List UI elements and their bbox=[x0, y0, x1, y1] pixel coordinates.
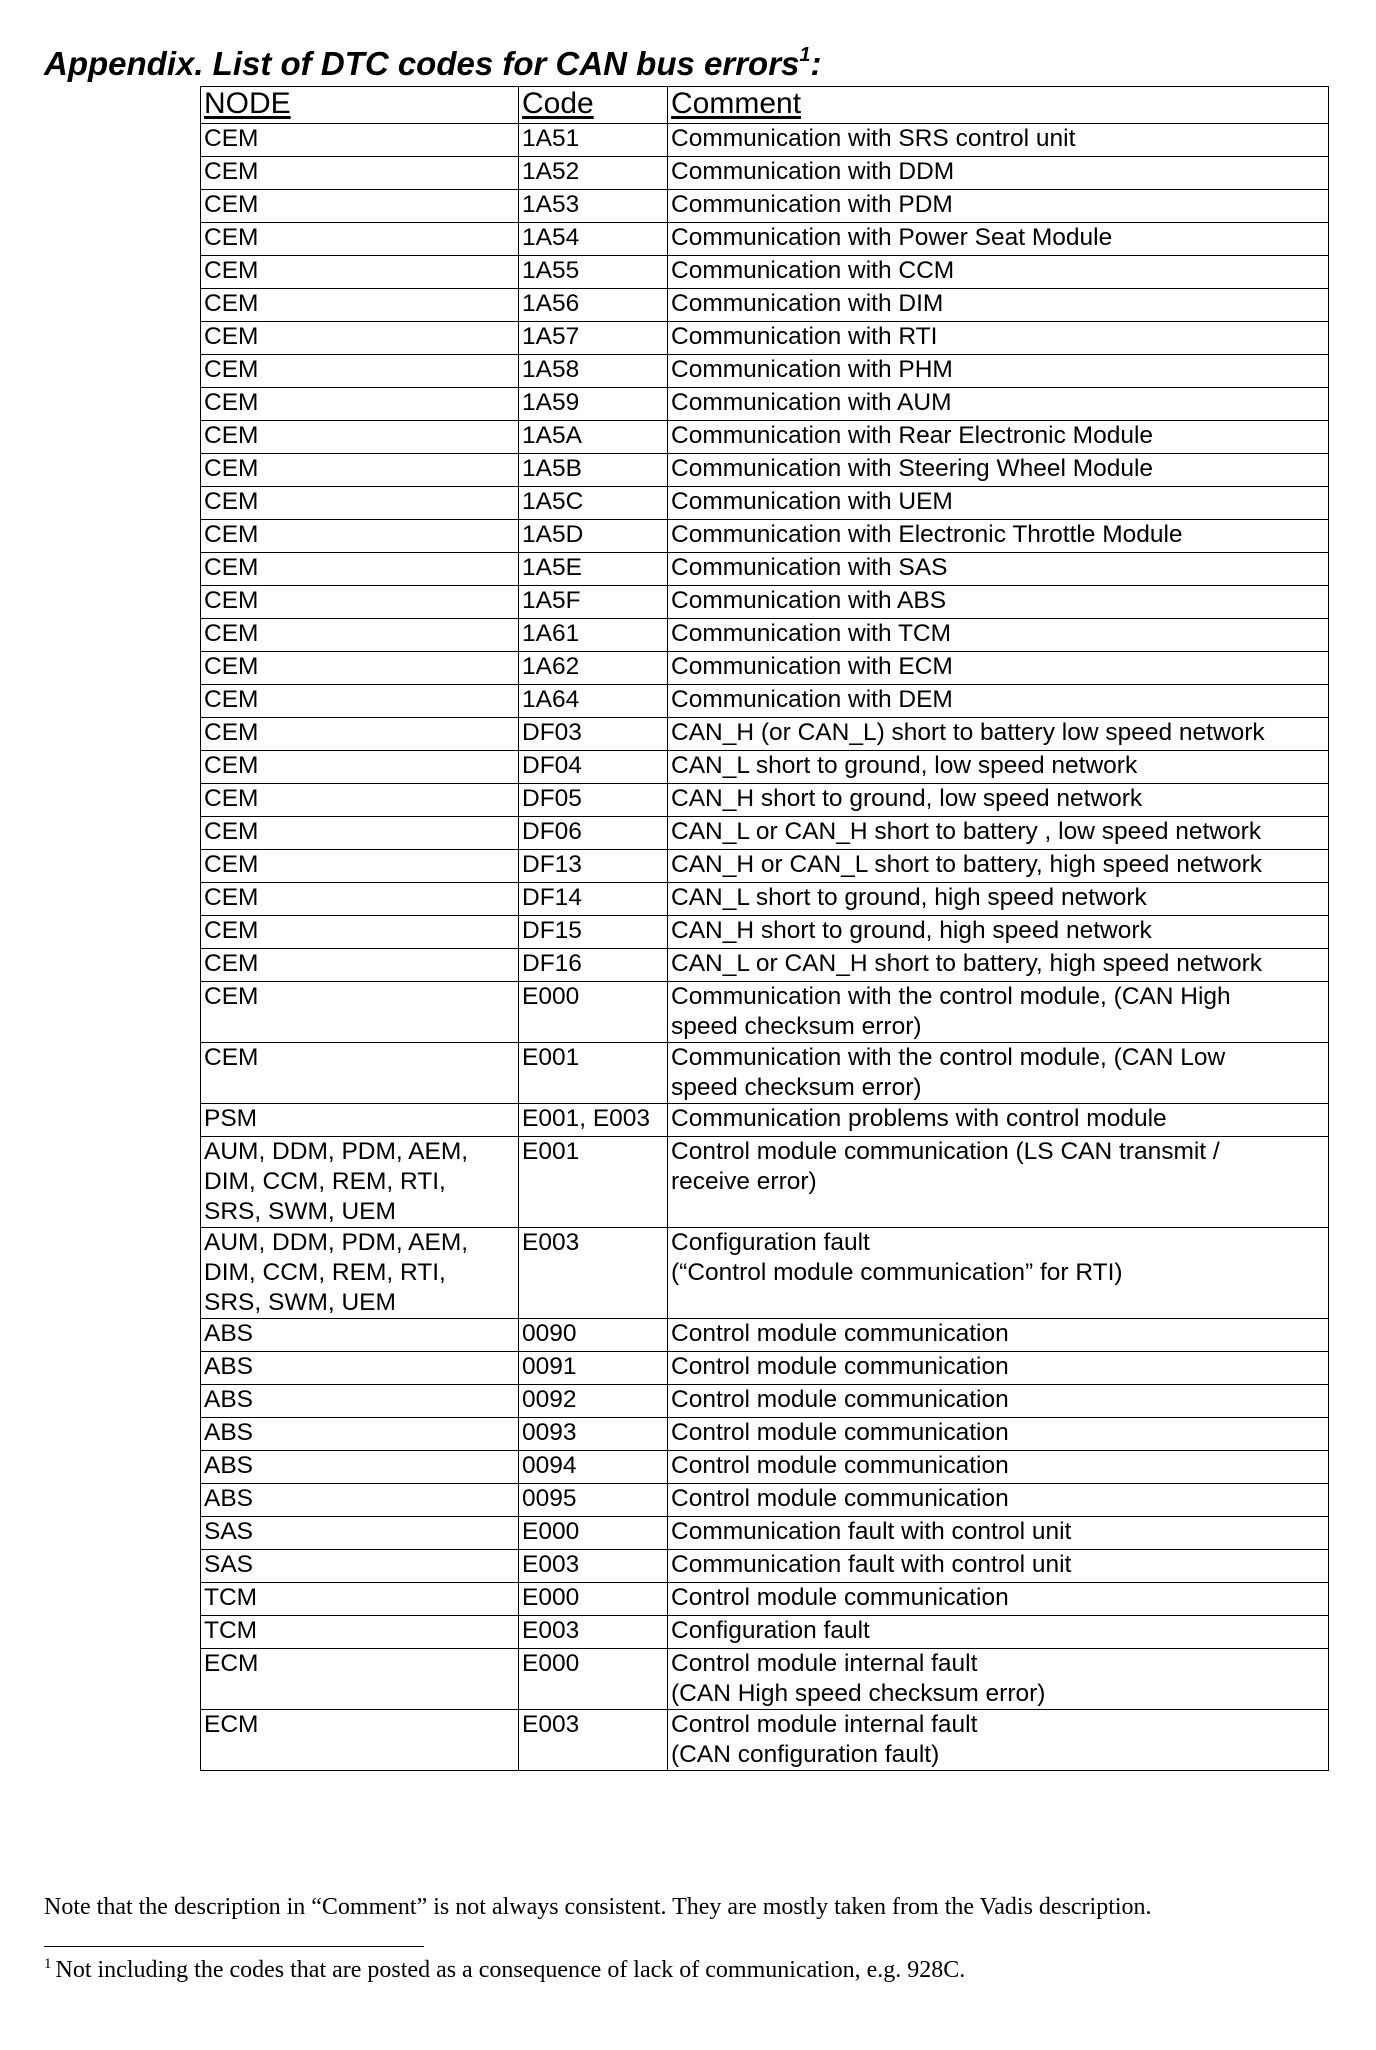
cell-code: 1A5E bbox=[519, 553, 668, 586]
cell-node: ABS bbox=[201, 1418, 519, 1451]
table-row bbox=[201, 1583, 1329, 1616]
cell-node: TCM bbox=[201, 1616, 519, 1649]
cell-code: E001 bbox=[519, 1137, 668, 1228]
cell-comment: Communication problems with control module bbox=[668, 1104, 1329, 1137]
cell-comment: Communication with Electronic Throttle Module bbox=[668, 520, 1329, 553]
cell-comment: Communication with PHM bbox=[668, 355, 1329, 388]
table-row bbox=[201, 355, 1329, 388]
cell-comment: Control module communication bbox=[668, 1319, 1329, 1352]
cell-code: E000 bbox=[519, 1649, 668, 1710]
cell-code: 0094 bbox=[519, 1451, 668, 1484]
cell-code: DF03 bbox=[519, 718, 668, 751]
table-row bbox=[201, 1418, 1329, 1451]
cell-comment: Control module communication bbox=[668, 1583, 1329, 1616]
table-row bbox=[201, 322, 1329, 355]
cell-comment: Control module communication (LS CAN transmit / receive error) bbox=[668, 1137, 1329, 1228]
table-row bbox=[201, 157, 1329, 190]
cell-node: CEM bbox=[201, 157, 519, 190]
table-row bbox=[201, 949, 1329, 982]
cell-code: 1A61 bbox=[519, 619, 668, 652]
table-body bbox=[201, 124, 1329, 1771]
table-row bbox=[201, 1104, 1329, 1137]
cell-comment: Communication with AUM bbox=[668, 388, 1329, 421]
table-row bbox=[201, 520, 1329, 553]
cell-node: PSM bbox=[201, 1104, 519, 1137]
table-row bbox=[201, 1550, 1329, 1583]
table-row bbox=[201, 916, 1329, 949]
cell-comment: Configuration fault bbox=[668, 1616, 1329, 1649]
cell-code: 1A52 bbox=[519, 157, 668, 190]
cell-comment: CAN_H (or CAN_L) short to battery low speed network bbox=[668, 718, 1329, 751]
table-row bbox=[201, 1451, 1329, 1484]
table-row bbox=[201, 1649, 1329, 1710]
note-paragraph: Note that the description in “Comment” is not always consistent. They are mostly taken from the Vadis description. bbox=[44, 1894, 1152, 1920]
cell-node: CEM bbox=[201, 718, 519, 751]
cell-node: TCM bbox=[201, 1583, 519, 1616]
cell-comment: Communication with TCM bbox=[668, 619, 1329, 652]
cell-node: CEM bbox=[201, 1043, 519, 1104]
table-row bbox=[201, 421, 1329, 454]
cell-comment: Configuration fault (“Control module communication” for RTI) bbox=[668, 1228, 1329, 1319]
cell-comment: Communication with the control module, (CAN Low speed checksum error) bbox=[668, 1043, 1329, 1104]
cell-node: ABS bbox=[201, 1484, 519, 1517]
cell-node: CEM bbox=[201, 619, 519, 652]
cell-node: CEM bbox=[201, 751, 519, 784]
table-row bbox=[201, 553, 1329, 586]
cell-comment: CAN_L short to ground, high speed network bbox=[668, 883, 1329, 916]
cell-comment: CAN_H short to ground, low speed network bbox=[668, 784, 1329, 817]
cell-node: CEM bbox=[201, 652, 519, 685]
cell-node: ABS bbox=[201, 1319, 519, 1352]
cell-comment: Communication with DIM bbox=[668, 289, 1329, 322]
table-row bbox=[201, 1043, 1329, 1104]
cell-comment: Communication with UEM bbox=[668, 487, 1329, 520]
table-row bbox=[201, 487, 1329, 520]
table-row bbox=[201, 817, 1329, 850]
cell-comment: Communication with CCM bbox=[668, 256, 1329, 289]
page-title bbox=[44, 44, 1044, 84]
cell-code: E000 bbox=[519, 1583, 668, 1616]
cell-code: DF05 bbox=[519, 784, 668, 817]
table-row bbox=[201, 850, 1329, 883]
cell-node: CEM bbox=[201, 322, 519, 355]
cell-code: 0092 bbox=[519, 1385, 668, 1418]
cell-node: CEM bbox=[201, 586, 519, 619]
cell-comment: Communication with DEM bbox=[668, 685, 1329, 718]
cell-code: DF16 bbox=[519, 949, 668, 982]
table-row bbox=[201, 586, 1329, 619]
cell-node: ECM bbox=[201, 1649, 519, 1710]
table-row bbox=[201, 1352, 1329, 1385]
cell-comment: Control module communication bbox=[668, 1484, 1329, 1517]
cell-node: CEM bbox=[201, 784, 519, 817]
table-row bbox=[201, 1385, 1329, 1418]
cell-code: 1A55 bbox=[519, 256, 668, 289]
cell-comment: CAN_L or CAN_H short to battery , low speed network bbox=[668, 817, 1329, 850]
cell-code: 1A57 bbox=[519, 322, 668, 355]
cell-comment: Control module internal fault (CAN High speed checksum error) bbox=[668, 1649, 1329, 1710]
table-row bbox=[201, 1710, 1329, 1771]
cell-comment: Communication with PDM bbox=[668, 190, 1329, 223]
header-code: Code bbox=[519, 87, 668, 124]
cell-node: CEM bbox=[201, 223, 519, 256]
cell-node: ABS bbox=[201, 1385, 519, 1418]
cell-node: CEM bbox=[201, 124, 519, 157]
cell-node: CEM bbox=[201, 256, 519, 289]
cell-code: E001, E003 bbox=[519, 1104, 668, 1137]
table-row bbox=[201, 1517, 1329, 1550]
footnote bbox=[44, 1955, 1344, 1985]
cell-comment: Control module communication bbox=[668, 1451, 1329, 1484]
cell-node: CEM bbox=[201, 817, 519, 850]
title-footnote-mark: 1 bbox=[799, 44, 811, 66]
cell-node: CEM bbox=[201, 388, 519, 421]
cell-code: DF15 bbox=[519, 916, 668, 949]
cell-code: 1A5C bbox=[519, 487, 668, 520]
cell-comment: CAN_L short to ground, low speed network bbox=[668, 751, 1329, 784]
cell-comment: Communication fault with control unit bbox=[668, 1550, 1329, 1583]
cell-node: CEM bbox=[201, 553, 519, 586]
cell-node: CEM bbox=[201, 190, 519, 223]
cell-comment: Control module communication bbox=[668, 1418, 1329, 1451]
cell-code: DF06 bbox=[519, 817, 668, 850]
table-row bbox=[201, 454, 1329, 487]
table-row bbox=[201, 1137, 1329, 1228]
cell-comment: Communication with Rear Electronic Module bbox=[668, 421, 1329, 454]
table-row bbox=[201, 1616, 1329, 1649]
footnote-mark: 1 bbox=[44, 1956, 52, 1972]
cell-code: 0093 bbox=[519, 1418, 668, 1451]
cell-code: 0090 bbox=[519, 1319, 668, 1352]
table-row bbox=[201, 289, 1329, 322]
cell-node: CEM bbox=[201, 421, 519, 454]
cell-node: CEM bbox=[201, 949, 519, 982]
cell-comment: Control module internal fault (CAN configuration fault) bbox=[668, 1710, 1329, 1771]
table-row bbox=[201, 1319, 1329, 1352]
cell-comment: CAN_L or CAN_H short to battery, high speed network bbox=[668, 949, 1329, 982]
cell-comment: Communication with RTI bbox=[668, 322, 1329, 355]
table-row bbox=[201, 124, 1329, 157]
footnote-divider bbox=[44, 1946, 424, 1947]
cell-code: 1A59 bbox=[519, 388, 668, 421]
cell-code: 1A5F bbox=[519, 586, 668, 619]
cell-node: CEM bbox=[201, 685, 519, 718]
cell-comment: Communication fault with control unit bbox=[668, 1517, 1329, 1550]
cell-node: CEM bbox=[201, 520, 519, 553]
cell-comment: Communication with DDM bbox=[668, 157, 1329, 190]
table-row bbox=[201, 685, 1329, 718]
cell-node: SAS bbox=[201, 1550, 519, 1583]
cell-comment: Communication with Power Seat Module bbox=[668, 223, 1329, 256]
cell-node: AUM, DDM, PDM, AEM, DIM, CCM, REM, RTI, SRS, SWM, UEM bbox=[201, 1228, 519, 1319]
cell-code: 1A5B bbox=[519, 454, 668, 487]
cell-node: CEM bbox=[201, 916, 519, 949]
table-row bbox=[201, 1484, 1329, 1517]
title-suffix: : bbox=[810, 45, 822, 82]
table-row bbox=[201, 388, 1329, 421]
cell-comment: Control module communication bbox=[668, 1385, 1329, 1418]
cell-code: E003 bbox=[519, 1616, 668, 1649]
cell-code: E003 bbox=[519, 1228, 668, 1319]
cell-code: DF13 bbox=[519, 850, 668, 883]
cell-code: E003 bbox=[519, 1710, 668, 1771]
table-row bbox=[201, 1228, 1329, 1319]
cell-code: 1A5A bbox=[519, 421, 668, 454]
cell-node: CEM bbox=[201, 883, 519, 916]
cell-code: E000 bbox=[519, 982, 668, 1043]
header-node: NODE bbox=[201, 87, 519, 124]
table-row bbox=[201, 256, 1329, 289]
table-row bbox=[201, 784, 1329, 817]
table-row bbox=[201, 619, 1329, 652]
cell-node: ABS bbox=[201, 1352, 519, 1385]
cell-code: DF04 bbox=[519, 751, 668, 784]
cell-comment: Communication with SAS bbox=[668, 553, 1329, 586]
cell-node: CEM bbox=[201, 487, 519, 520]
cell-code: DF14 bbox=[519, 883, 668, 916]
cell-node: SAS bbox=[201, 1517, 519, 1550]
cell-node: CEM bbox=[201, 454, 519, 487]
cell-code: E000 bbox=[519, 1517, 668, 1550]
cell-code: 1A62 bbox=[519, 652, 668, 685]
cell-comment: Communication with ECM bbox=[668, 652, 1329, 685]
cell-comment: CAN_H or CAN_L short to battery, high speed network bbox=[668, 850, 1329, 883]
cell-comment: Communication with ABS bbox=[668, 586, 1329, 619]
cell-code: 1A58 bbox=[519, 355, 668, 388]
cell-code: E001 bbox=[519, 1043, 668, 1104]
cell-code: 0095 bbox=[519, 1484, 668, 1517]
cell-code: E003 bbox=[519, 1550, 668, 1583]
cell-code: 1A64 bbox=[519, 685, 668, 718]
cell-node: CEM bbox=[201, 355, 519, 388]
table-row bbox=[201, 652, 1329, 685]
table-row bbox=[201, 883, 1329, 916]
table-row bbox=[201, 718, 1329, 751]
cell-comment: CAN_H short to ground, high speed network bbox=[668, 916, 1329, 949]
cell-code: 1A5D bbox=[519, 520, 668, 553]
table-row bbox=[201, 190, 1329, 223]
header-comment: Comment bbox=[668, 87, 1329, 124]
table-header-row bbox=[201, 87, 1329, 124]
cell-comment: Communication with Steering Wheel Module bbox=[668, 454, 1329, 487]
table-row bbox=[201, 982, 1329, 1043]
cell-code: 1A56 bbox=[519, 289, 668, 322]
cell-node: ABS bbox=[201, 1451, 519, 1484]
cell-code: 1A53 bbox=[519, 190, 668, 223]
table-row bbox=[201, 223, 1329, 256]
cell-node: AUM, DDM, PDM, AEM, DIM, CCM, REM, RTI, SRS, SWM, UEM bbox=[201, 1137, 519, 1228]
cell-code: 0091 bbox=[519, 1352, 668, 1385]
title-text: Appendix. List of DTC codes for CAN bus errors bbox=[44, 45, 800, 82]
cell-node: CEM bbox=[201, 982, 519, 1043]
table-row bbox=[201, 751, 1329, 784]
dtc-table bbox=[200, 86, 1329, 1771]
cell-comment: Communication with the control module, (CAN High speed checksum error) bbox=[668, 982, 1329, 1043]
cell-comment: Communication with SRS control unit bbox=[668, 124, 1329, 157]
cell-node: CEM bbox=[201, 850, 519, 883]
cell-node: ECM bbox=[201, 1710, 519, 1771]
cell-code: 1A51 bbox=[519, 124, 668, 157]
cell-code: 1A54 bbox=[519, 223, 668, 256]
cell-node: CEM bbox=[201, 289, 519, 322]
cell-comment: Control module communication bbox=[668, 1352, 1329, 1385]
footnote-text: Not including the codes that are posted as a consequence of lack of communication, e.g. 928C. bbox=[55, 1957, 966, 1983]
